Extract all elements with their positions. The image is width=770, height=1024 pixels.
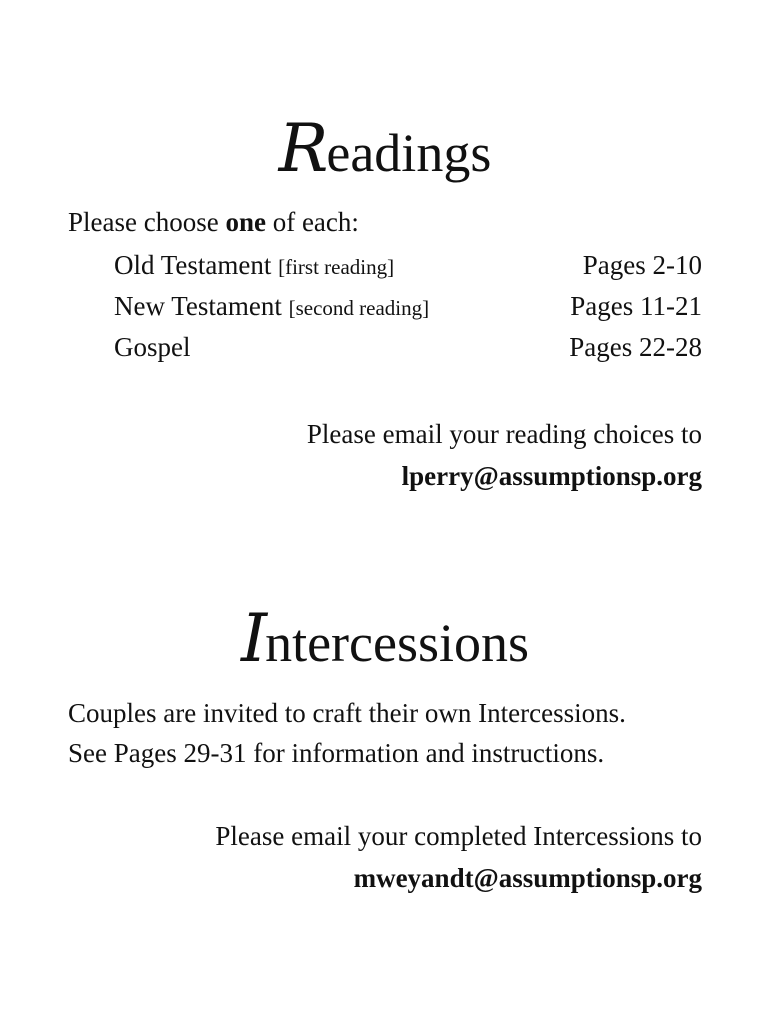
- readings-heading-rest: eadings: [326, 123, 492, 183]
- intercessions-heading-initial: I: [240, 600, 266, 677]
- readings-heading: [0, 110, 770, 187]
- reading-pages: Pages 11-21: [570, 291, 702, 321]
- reading-pages: Pages 22-28: [569, 332, 702, 362]
- reading-name: [114, 249, 394, 283]
- readings-email-link[interactable]: [402, 460, 702, 492]
- readings-intro: [68, 206, 359, 238]
- reading-name: [114, 290, 429, 324]
- intercessions-heading: [0, 600, 770, 677]
- readings-intro-bold: one: [225, 207, 266, 237]
- reading-row-old-testament: [114, 249, 702, 281]
- reading-row-gospel: [114, 331, 702, 363]
- readings-email-prompt: Please email your reading choices to: [306, 419, 702, 449]
- intercessions-heading-rest: ntercessions: [265, 613, 529, 673]
- intercessions-line-2: See Pages 29-31 for information and instructions.: [68, 738, 605, 768]
- intercessions-email-prompt: Please email your completed Intercessions to: [215, 821, 702, 851]
- readings-heading-initial: R: [278, 110, 327, 187]
- reading-pages: Pages 2-10: [582, 250, 702, 280]
- reading-row-new-testament: [114, 290, 702, 322]
- intercessions-line-1: Couples are invited to craft their own Intercessions.: [68, 698, 626, 728]
- readings-intro-before: Please choose: [68, 207, 226, 237]
- readings-email-address[interactable]: lperry@assumptionsp.org: [401, 461, 702, 491]
- intercessions-email-address[interactable]: mweyandt@assumptionsp.org: [353, 863, 702, 893]
- reading-note: [second reading]: [288, 296, 430, 320]
- reading-name: [114, 331, 191, 363]
- reading-note: [first reading]: [278, 255, 395, 279]
- reading-title: Gospel: [114, 332, 191, 362]
- reading-title: New Testament: [114, 291, 282, 321]
- reading-title: Old Testament: [114, 250, 272, 280]
- intercessions-email-link[interactable]: [354, 862, 702, 894]
- readings-intro-after: of each:: [265, 207, 359, 237]
